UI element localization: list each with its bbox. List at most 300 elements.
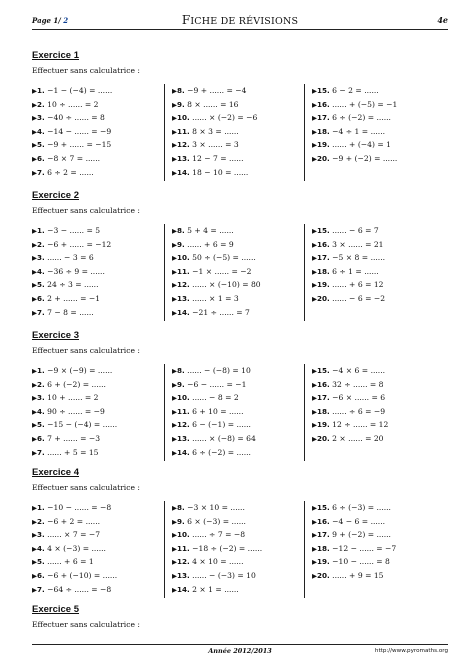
question-number: 16. bbox=[317, 516, 330, 526]
question-item bbox=[32, 515, 117, 529]
question-item bbox=[312, 278, 385, 292]
question-expression: −6 + (−10) = ...... bbox=[47, 570, 118, 580]
question-number: 9. bbox=[177, 516, 185, 526]
question-number: 17. bbox=[317, 253, 330, 263]
bullet-arrow-icon: ▶ bbox=[312, 517, 317, 526]
question-number: 4. bbox=[37, 543, 45, 553]
bullet-arrow-icon: ▶ bbox=[172, 517, 177, 526]
page-title-rest: ICHE DE RÉVISIONS bbox=[190, 16, 299, 27]
question-expression: −15 − (−4) = ...... bbox=[47, 420, 118, 430]
question-number: 18. bbox=[317, 126, 330, 136]
question-expression: 12 ÷ ...... = 12 bbox=[332, 420, 389, 430]
bullet-arrow-icon: ▶ bbox=[312, 87, 317, 95]
question-item bbox=[172, 405, 256, 419]
question-item bbox=[32, 391, 117, 405]
bullet-arrow-icon: ▶ bbox=[172, 544, 177, 553]
question-item bbox=[312, 542, 396, 556]
question-item bbox=[32, 265, 111, 279]
question-item bbox=[172, 251, 261, 265]
column-divider bbox=[304, 84, 305, 181]
bullet-arrow-icon: ▶ bbox=[32, 407, 37, 416]
question-number: 13. bbox=[177, 433, 190, 443]
bullet-arrow-icon: ▶ bbox=[312, 294, 317, 303]
bullet-arrow-icon: ▶ bbox=[312, 407, 317, 416]
question-number: 8. bbox=[177, 226, 185, 235]
question-number: 14. bbox=[177, 307, 190, 317]
bullet-arrow-icon: ▶ bbox=[172, 394, 177, 403]
question-number: 16. bbox=[317, 239, 330, 249]
question-expression: 6 ÷ 2 = ...... bbox=[47, 167, 94, 177]
question-number: 12. bbox=[177, 557, 190, 567]
question-expression: 2 × ...... = 20 bbox=[332, 433, 384, 443]
question-expression: 50 ÷ (−5) = ...... bbox=[192, 253, 256, 263]
question-expression: −4 ÷ 1 = ...... bbox=[332, 126, 386, 136]
question-item bbox=[172, 306, 261, 320]
question-expression: −36 ÷ 9 = ...... bbox=[47, 266, 105, 276]
question-expression: ...... + 9 = 15 bbox=[332, 570, 384, 580]
bullet-arrow-icon: ▶ bbox=[172, 531, 177, 540]
exercise-2 bbox=[32, 190, 448, 317]
question-expression: ...... − 3 = 6 bbox=[47, 253, 94, 263]
question-expression: −4 × 6 = ...... bbox=[332, 366, 386, 375]
question-number: 19. bbox=[317, 557, 330, 567]
exercise-title: Exercice 5 bbox=[32, 604, 80, 615]
question-expression: 6 + (−2) = ...... bbox=[47, 379, 106, 389]
page-header bbox=[32, 13, 448, 30]
question-item bbox=[172, 501, 262, 515]
question-number: 10. bbox=[177, 393, 190, 403]
column-divider bbox=[304, 364, 305, 461]
question-number: 18. bbox=[317, 543, 330, 553]
bullet-arrow-icon: ▶ bbox=[172, 267, 177, 276]
question-item bbox=[312, 432, 388, 446]
question-number: 6. bbox=[37, 570, 45, 580]
question-number: 15. bbox=[317, 86, 330, 95]
question-number: 7. bbox=[37, 307, 45, 317]
question-expression: 8 × ...... = 16 bbox=[187, 99, 239, 109]
question-item bbox=[32, 166, 112, 180]
bullet-arrow-icon: ▶ bbox=[32, 100, 37, 109]
bullet-arrow-icon: ▶ bbox=[32, 394, 37, 403]
question-expression: ...... ÷ 7 = −8 bbox=[192, 530, 246, 540]
question-item bbox=[32, 405, 117, 419]
question-item bbox=[172, 569, 262, 583]
bullet-arrow-icon: ▶ bbox=[32, 87, 37, 95]
question-expression: 90 ÷ ...... = −9 bbox=[47, 406, 105, 416]
question-item bbox=[312, 138, 397, 152]
bullet-arrow-icon: ▶ bbox=[172, 308, 177, 317]
question-expression: ...... − (−8) = 10 bbox=[187, 366, 251, 375]
bullet-arrow-icon: ▶ bbox=[312, 154, 317, 163]
column-divider bbox=[164, 84, 165, 181]
question-item bbox=[312, 364, 388, 378]
bullet-arrow-icon: ▶ bbox=[312, 504, 317, 512]
question-item bbox=[172, 364, 256, 378]
question-expression: 9 + (−2) = ...... bbox=[332, 530, 391, 540]
question-item bbox=[172, 166, 257, 180]
question-expression: −40 ÷ ...... = 8 bbox=[47, 113, 105, 123]
question-expression: −9 + ...... = −15 bbox=[47, 140, 112, 150]
exercise-5 bbox=[32, 604, 448, 630]
question-item bbox=[32, 98, 112, 112]
question-number: 17. bbox=[317, 113, 330, 123]
question-number: 13. bbox=[177, 293, 190, 303]
column-divider bbox=[164, 364, 165, 461]
bullet-arrow-icon: ▶ bbox=[312, 558, 317, 567]
question-item bbox=[32, 238, 111, 252]
question-expression: 6 − 2 = ...... bbox=[332, 86, 379, 95]
question-item bbox=[32, 432, 117, 446]
question-item bbox=[312, 528, 396, 542]
bullet-arrow-icon: ▶ bbox=[172, 100, 177, 109]
question-expression: ...... ÷ 6 = −9 bbox=[332, 406, 386, 416]
bullet-arrow-icon: ▶ bbox=[32, 421, 37, 430]
bullet-arrow-icon: ▶ bbox=[32, 367, 37, 375]
bullet-arrow-icon: ▶ bbox=[32, 154, 37, 163]
question-number: 1. bbox=[37, 503, 45, 512]
column-divider bbox=[164, 501, 165, 598]
bullet-arrow-icon: ▶ bbox=[172, 504, 177, 512]
question-number: 20. bbox=[317, 293, 330, 303]
bullet-arrow-icon: ▶ bbox=[32, 504, 37, 512]
exercise-3 bbox=[32, 330, 448, 457]
question-item bbox=[172, 391, 256, 405]
question-number: 10. bbox=[177, 530, 190, 540]
question-item bbox=[172, 84, 257, 98]
bullet-arrow-icon: ▶ bbox=[172, 585, 177, 594]
bullet-arrow-icon: ▶ bbox=[172, 154, 177, 163]
question-number: 2. bbox=[37, 239, 45, 249]
bullet-arrow-icon: ▶ bbox=[172, 367, 177, 375]
question-column bbox=[312, 224, 385, 306]
question-expression: ...... × (−10) = 80 bbox=[192, 280, 261, 290]
exercise-4 bbox=[32, 467, 448, 594]
question-expression: 6 × (−3) = ...... bbox=[187, 516, 246, 526]
question-expression: 6 + 10 = ...... bbox=[192, 406, 244, 416]
question-expression: −4 − 6 = ...... bbox=[332, 516, 386, 526]
bullet-arrow-icon: ▶ bbox=[32, 558, 37, 567]
question-expression: ...... + 6 = 9 bbox=[187, 239, 234, 249]
question-column bbox=[312, 501, 396, 583]
question-number: 4. bbox=[37, 126, 45, 136]
question-column bbox=[32, 224, 111, 319]
bullet-arrow-icon: ▶ bbox=[172, 114, 177, 123]
question-item bbox=[172, 278, 261, 292]
question-expression: 3 × ...... = 3 bbox=[192, 140, 239, 150]
bullet-arrow-icon: ▶ bbox=[172, 240, 177, 249]
bullet-arrow-icon: ▶ bbox=[172, 434, 177, 443]
page-footer bbox=[32, 644, 448, 657]
question-item bbox=[312, 569, 396, 583]
question-number: 19. bbox=[317, 140, 330, 150]
question-item bbox=[172, 432, 256, 446]
question-item bbox=[32, 125, 112, 139]
question-number: 8. bbox=[177, 503, 185, 512]
page-title bbox=[32, 13, 448, 27]
question-expression: −14 − ...... = −9 bbox=[47, 126, 112, 136]
question-expression: 6 ÷ (−3) = ...... bbox=[332, 503, 391, 512]
question-item bbox=[172, 265, 261, 279]
question-item bbox=[32, 364, 117, 378]
question-number: 15. bbox=[317, 503, 330, 512]
bullet-arrow-icon: ▶ bbox=[172, 168, 177, 177]
page-total-link[interactable]: 2 bbox=[63, 16, 69, 25]
question-expression: 4 × 10 = ...... bbox=[192, 557, 244, 567]
question-number: 7. bbox=[37, 447, 45, 457]
question-item bbox=[32, 528, 117, 542]
question-item bbox=[32, 84, 112, 98]
question-item bbox=[312, 378, 388, 392]
question-expression: 10 + ...... = 2 bbox=[47, 393, 99, 403]
question-item bbox=[32, 569, 117, 583]
bullet-arrow-icon: ▶ bbox=[312, 240, 317, 249]
question-item bbox=[172, 555, 262, 569]
question-item bbox=[32, 111, 112, 125]
bullet-arrow-icon: ▶ bbox=[312, 100, 317, 109]
question-number: 13. bbox=[177, 153, 190, 163]
question-item bbox=[32, 152, 112, 166]
question-item bbox=[172, 583, 262, 597]
question-item bbox=[172, 138, 257, 152]
question-item bbox=[312, 405, 388, 419]
question-item bbox=[312, 292, 385, 306]
question-item bbox=[312, 84, 397, 98]
question-number: 4. bbox=[37, 406, 45, 416]
question-number: 1. bbox=[37, 86, 45, 95]
question-number: 20. bbox=[317, 570, 330, 580]
bullet-arrow-icon: ▶ bbox=[312, 141, 317, 150]
question-number: 15. bbox=[317, 366, 330, 375]
bullet-arrow-icon: ▶ bbox=[312, 571, 317, 580]
level-label: 4e bbox=[437, 15, 448, 25]
question-number: 3. bbox=[37, 253, 45, 263]
question-item bbox=[312, 152, 397, 166]
question-expression: 24 ÷ 3 = ...... bbox=[47, 280, 99, 290]
question-number: 19. bbox=[317, 420, 330, 430]
question-number: 9. bbox=[177, 99, 185, 109]
bullet-arrow-icon: ▶ bbox=[172, 254, 177, 263]
column-divider bbox=[304, 501, 305, 598]
bullet-arrow-icon: ▶ bbox=[32, 434, 37, 443]
question-expression: −12 − ...... = −7 bbox=[332, 543, 397, 553]
page-number-label: Page 1/ bbox=[32, 16, 64, 25]
question-item bbox=[312, 238, 385, 252]
question-number: 4. bbox=[37, 266, 45, 276]
question-item bbox=[32, 378, 117, 392]
bullet-arrow-icon: ▶ bbox=[312, 267, 317, 276]
question-number: 17. bbox=[317, 530, 330, 540]
question-item bbox=[32, 418, 117, 432]
question-number: 10. bbox=[177, 113, 190, 123]
bullet-arrow-icon: ▶ bbox=[32, 517, 37, 526]
question-number: 11. bbox=[177, 543, 190, 553]
question-number: 11. bbox=[177, 406, 190, 416]
question-item bbox=[312, 265, 385, 279]
question-number: 2. bbox=[37, 379, 45, 389]
question-expression: ...... × (−2) = −6 bbox=[192, 113, 258, 123]
question-expression: ...... × 7 = −7 bbox=[47, 530, 101, 540]
question-item bbox=[32, 542, 117, 556]
question-number: 5. bbox=[37, 280, 45, 290]
question-number: 18. bbox=[317, 266, 330, 276]
question-item bbox=[172, 98, 257, 112]
question-expression: 6 ÷ 1 = ...... bbox=[332, 266, 379, 276]
question-item bbox=[172, 238, 261, 252]
bullet-arrow-icon: ▶ bbox=[172, 380, 177, 389]
question-item bbox=[312, 251, 385, 265]
bullet-arrow-icon: ▶ bbox=[32, 585, 37, 594]
question-item bbox=[32, 501, 117, 515]
question-number: 8. bbox=[177, 366, 185, 375]
question-column bbox=[172, 84, 257, 179]
bullet-arrow-icon: ▶ bbox=[312, 380, 317, 389]
question-expression: −3 × 10 = ...... bbox=[187, 503, 245, 512]
question-expression: −9 × (−9) = ...... bbox=[47, 366, 113, 375]
question-item bbox=[32, 446, 117, 460]
question-expression: ...... + 6 = 1 bbox=[47, 557, 94, 567]
question-expression: −6 × ...... = 6 bbox=[332, 393, 386, 403]
question-expression: −6 − ...... = −1 bbox=[187, 379, 247, 389]
question-item bbox=[172, 152, 257, 166]
question-expression: 7 + ...... = −3 bbox=[47, 433, 101, 443]
question-expression: 2 × 1 = ...... bbox=[192, 584, 239, 594]
question-column bbox=[172, 224, 261, 319]
question-expression: −9 + ...... = −4 bbox=[187, 86, 247, 95]
question-number: 14. bbox=[177, 447, 190, 457]
question-column bbox=[312, 84, 397, 166]
question-item bbox=[312, 391, 388, 405]
question-item bbox=[312, 224, 385, 238]
question-item bbox=[172, 111, 257, 125]
bullet-arrow-icon: ▶ bbox=[32, 544, 37, 553]
question-item bbox=[172, 515, 262, 529]
question-number: 3. bbox=[37, 530, 45, 540]
question-number: 5. bbox=[37, 420, 45, 430]
question-number: 20. bbox=[317, 153, 330, 163]
question-item bbox=[172, 446, 256, 460]
question-item bbox=[32, 138, 112, 152]
bullet-arrow-icon: ▶ bbox=[32, 448, 37, 457]
bullet-arrow-icon: ▶ bbox=[312, 544, 317, 553]
exercise-instruction: Effectuer sans calculatrice : bbox=[32, 346, 140, 355]
school-year: Année 2012/2013 bbox=[208, 647, 272, 655]
question-expression: 12 − 7 = ...... bbox=[192, 153, 244, 163]
question-expression: −3 − ...... = 5 bbox=[47, 226, 101, 235]
question-number: 15. bbox=[317, 226, 330, 235]
question-item bbox=[312, 418, 388, 432]
bullet-arrow-icon: ▶ bbox=[172, 571, 177, 580]
question-expression: 4 × (−3) = ...... bbox=[47, 543, 106, 553]
question-item bbox=[32, 224, 111, 238]
question-expression: −6 + 2 = ...... bbox=[47, 516, 101, 526]
question-number: 1. bbox=[37, 226, 45, 235]
question-number: 2. bbox=[37, 516, 45, 526]
bullet-arrow-icon: ▶ bbox=[32, 227, 37, 235]
question-column bbox=[172, 501, 262, 596]
exercise-title: Exercice 3 bbox=[32, 330, 80, 341]
bullet-arrow-icon: ▶ bbox=[32, 571, 37, 580]
bullet-arrow-icon: ▶ bbox=[32, 267, 37, 276]
question-expression: −18 ÷ (−2) = ...... bbox=[192, 543, 263, 553]
question-expression: 18 − 10 = ...... bbox=[192, 167, 249, 177]
exercise-instruction: Effectuer sans calculatrice : bbox=[32, 66, 140, 75]
question-number: 6. bbox=[37, 153, 45, 163]
question-item bbox=[32, 292, 111, 306]
question-number: 16. bbox=[317, 99, 330, 109]
bullet-arrow-icon: ▶ bbox=[172, 407, 177, 416]
question-expression: −64 ÷ ...... = −8 bbox=[47, 584, 112, 594]
question-expression: ...... + (−5) = −1 bbox=[332, 99, 398, 109]
question-item bbox=[312, 111, 397, 125]
question-expression: 10 ÷ ...... = 2 bbox=[47, 99, 99, 109]
question-expression: ...... − 6 = −2 bbox=[332, 293, 386, 303]
question-expression: 2 + ...... = −1 bbox=[47, 293, 101, 303]
question-number: 7. bbox=[37, 584, 45, 594]
question-number: 6. bbox=[37, 433, 45, 443]
question-number: 12. bbox=[177, 420, 190, 430]
bullet-arrow-icon: ▶ bbox=[312, 281, 317, 290]
question-expression: −8 × 7 = ...... bbox=[47, 153, 101, 163]
question-column bbox=[312, 364, 388, 446]
question-item bbox=[312, 501, 396, 515]
question-expression: 3 × ...... = 21 bbox=[332, 239, 384, 249]
question-item bbox=[172, 224, 261, 238]
question-expression: −9 + (−2) = ...... bbox=[332, 153, 398, 163]
exercise-title: Exercice 1 bbox=[32, 50, 80, 61]
question-number: 17. bbox=[317, 393, 330, 403]
question-number: 14. bbox=[177, 584, 190, 594]
exercise-1 bbox=[32, 50, 448, 177]
bullet-arrow-icon: ▶ bbox=[312, 114, 317, 123]
question-number: 12. bbox=[177, 140, 190, 150]
page-title-initial: F bbox=[181, 13, 191, 27]
question-item bbox=[312, 555, 396, 569]
question-expression: −21 ÷ ...... = 7 bbox=[192, 307, 250, 317]
exercise-instruction: Effectuer sans calculatrice : bbox=[32, 206, 140, 215]
question-expression: ...... − 6 = 7 bbox=[332, 226, 379, 235]
bullet-arrow-icon: ▶ bbox=[312, 254, 317, 263]
question-column bbox=[32, 501, 117, 596]
question-number: 5. bbox=[37, 557, 45, 567]
question-item bbox=[312, 98, 397, 112]
question-expression: ...... × 1 = 3 bbox=[192, 293, 239, 303]
question-expression: 6 − (−1) = ...... bbox=[192, 420, 251, 430]
question-number: 6. bbox=[37, 293, 45, 303]
question-item bbox=[32, 306, 111, 320]
bullet-arrow-icon: ▶ bbox=[172, 227, 177, 235]
question-number: 20. bbox=[317, 433, 330, 443]
question-expression: −5 × 8 = ...... bbox=[332, 253, 386, 263]
question-item bbox=[172, 292, 261, 306]
question-item bbox=[312, 515, 396, 529]
question-number: 1. bbox=[37, 366, 45, 375]
question-number: 11. bbox=[177, 266, 190, 276]
question-expression: 6 ÷ (−2) = ...... bbox=[192, 447, 251, 457]
question-expression: ...... − 8 = 2 bbox=[192, 393, 239, 403]
bullet-arrow-icon: ▶ bbox=[172, 558, 177, 567]
exercise-title: Exercice 2 bbox=[32, 190, 80, 201]
question-column bbox=[32, 364, 117, 459]
bullet-arrow-icon: ▶ bbox=[172, 127, 177, 136]
bullet-arrow-icon: ▶ bbox=[172, 448, 177, 457]
question-expression: ...... × (−8) = 64 bbox=[192, 433, 256, 443]
exercise-title: Exercice 4 bbox=[32, 467, 80, 478]
question-expression: ...... − (−3) = 10 bbox=[192, 570, 256, 580]
bullet-arrow-icon: ▶ bbox=[32, 281, 37, 290]
question-item bbox=[172, 528, 262, 542]
question-number: 18. bbox=[317, 406, 330, 416]
bullet-arrow-icon: ▶ bbox=[312, 367, 317, 375]
